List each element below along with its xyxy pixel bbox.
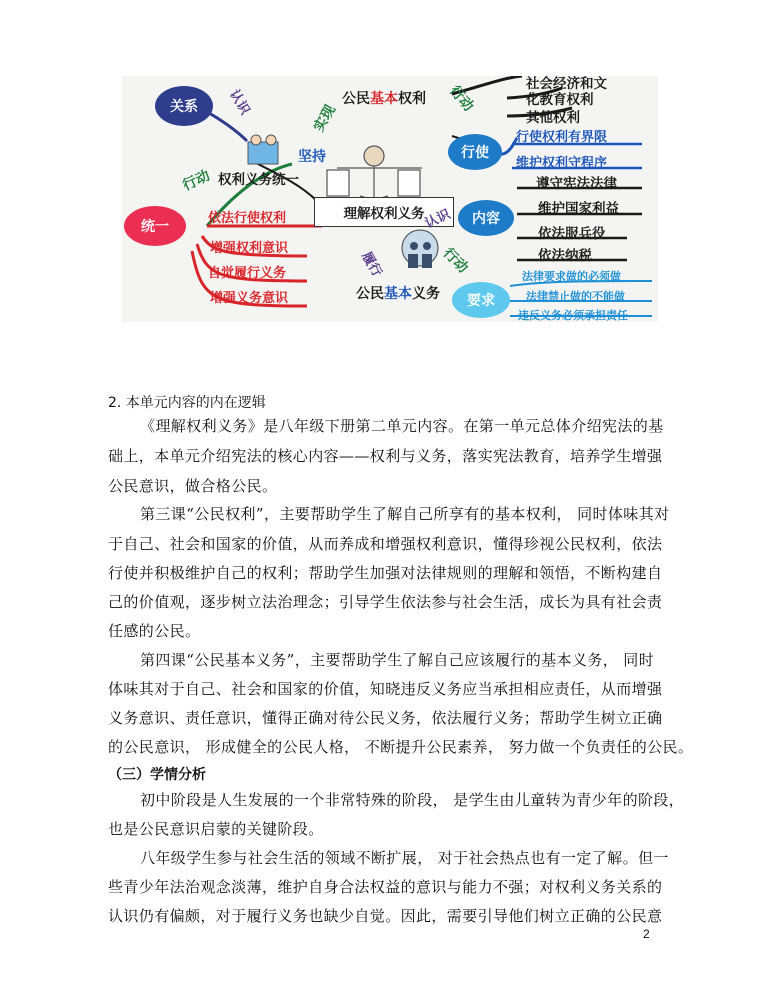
paragraph-line: 任感的公民。: [108, 622, 201, 640]
mm-insist-label: 坚持: [298, 149, 326, 165]
mm-pay-tax: 依法纳税: [538, 248, 592, 264]
mm-content-bubble: 内容: [458, 200, 514, 236]
mm-military-service: 依法服兵役: [538, 226, 606, 242]
mm-basic-duties: 公民基本义务: [356, 286, 440, 302]
mm-basic-rights: 公民基本权利: [342, 91, 426, 107]
paragraph-line: 己的价值观，逐步树立法治理念；引导学生依法参与社会生活，成长为具有社会责: [108, 593, 663, 611]
paragraph-line: 《理解权利义务》是八年级下册第二单元内容。在第一单元总体介绍宪法的基: [140, 417, 664, 435]
page-number: 2: [643, 927, 650, 941]
analysis-line: 些青少年法治观念淡薄，维护自身合法权益的意识与能力不强；对权利义务关系的: [108, 878, 663, 896]
paragraph-line: 体味其对于自己、社会和国家的价值，知晓违反义务应当承担相应责任，从而增强: [108, 680, 663, 698]
paragraph-line: 第三课“公民权利”，主要帮助学生了解自己所享有的基本权利， 同时体味其对: [140, 505, 670, 523]
mm-violate: 违反义务必须承担责任: [518, 309, 628, 322]
paragraph-line: 行使并积极维护自己的权利；帮助学生加强对法律规则的理解和领悟，不断构建自: [108, 564, 663, 582]
mm-recognize-label: 认识: [226, 87, 253, 118]
mm-act-top-label: 行动: [446, 82, 477, 115]
subsection-heading: （三）学情分析: [108, 767, 206, 783]
paragraph-line: 的公民意识， 形成健全的公民人格， 不断提升公民素养， 努力做一个负责任的公民。: [108, 738, 694, 756]
analysis-line: 八年级学生参与社会生活的领域不断扩展， 对于社会热点也有一定了解。但一: [140, 849, 669, 867]
paragraph-line: 义务意识、责任意识，懂得正确对待公民义务，依法履行义务；帮助学生树立正确: [108, 709, 663, 727]
mm-culture-rights: 化教育权利: [526, 92, 594, 108]
paragraph-line: 于自己、社会和国家的价值，从而养成和增强权利意识，懂得珍视公民权利，依法: [108, 535, 663, 553]
paragraph-line: 础上，本单元介绍宪法的核心内容——权利与义务，落实宪法教育，培养学生增强: [108, 447, 663, 465]
mind-map-image: [122, 76, 658, 322]
mm-act-bottom-label: 行动: [439, 245, 471, 277]
mm-obey-constitution: 遵守宪法法律: [536, 176, 617, 192]
paragraph-line: 公民意识，做合格公民。: [108, 477, 278, 495]
mm-requirement-bubble: 要求: [452, 282, 510, 318]
mm-exercise-by-law: 依法行使权利: [208, 211, 287, 226]
mm-rights-limit: 行使权利有界限: [516, 130, 608, 145]
mm-other-rights: 其他权利: [526, 110, 580, 126]
scale-figure-icon: [327, 146, 422, 198]
mm-top-cut: 社会经济和文: [526, 76, 607, 92]
mm-law-forbid: 法律禁止做的不能做: [526, 290, 625, 303]
analysis-line: 也是公民意识启蒙的关键阶段。: [108, 820, 324, 838]
section-heading: 2. 本单元内容的内在逻辑: [108, 395, 266, 411]
mm-rights-procedure: 维护权利守程序: [516, 156, 608, 171]
mm-strengthen-duty: 增强义务意识: [210, 291, 289, 306]
mm-act-left-label: 行动: [180, 167, 213, 195]
mm-recognize-right-label: 认识: [422, 207, 453, 232]
mm-law-must: 法律要求做的必须做: [522, 270, 621, 283]
mm-unity-of-rights: 权利义务统一: [218, 172, 299, 188]
paragraph-line: 第四课“公民基本义务”，主要帮助学生了解自己应该履行的基本义务， 同时: [140, 651, 655, 669]
mm-defend-nation: 维护国家利益: [538, 201, 619, 217]
mm-unity-bubble: 统一: [124, 206, 186, 246]
mm-center-title: 理解权利义务: [314, 197, 454, 227]
people-figure-icon: [248, 135, 278, 164]
analysis-line: 初中阶段是人生发展的一个非常特殊的阶段， 是学生由儿童转为青少年的阶段，: [140, 791, 685, 809]
mm-perform-label: 履行: [358, 249, 385, 280]
mm-exercise-bubble: 行使: [448, 134, 502, 170]
analysis-line: 认识仍有偏颇，对于履行义务也缺少自觉。因此，需要引导他们树立正确的公民意: [108, 907, 663, 925]
mm-strengthen-rights: 增强权利意识: [210, 241, 289, 256]
mm-relation-bubble: 关系: [155, 86, 213, 126]
mm-perform-consciously: 自觉履行义务: [208, 266, 287, 281]
officers-figure-icon: [402, 230, 438, 268]
mm-realize-label: 实现: [310, 102, 339, 135]
